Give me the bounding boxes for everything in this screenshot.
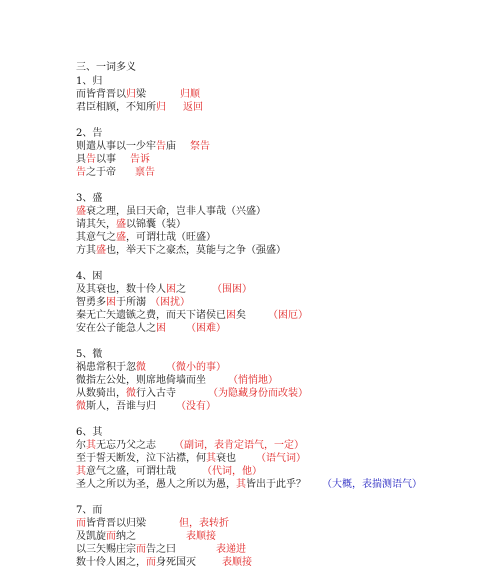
gloss: （微小的事） — [166, 362, 226, 373]
example-line: 其意气之盛，可谓壮哉 — [76, 466, 176, 477]
example-line: 则遣从事以一少牢告庙 — [76, 141, 176, 152]
example-line: 圣人之所以为圣，愚人之所以为愚，其皆出于此乎？ （大概，表揣测语气） — [76, 479, 422, 490]
example-line: 君臣相顾，不知所归 — [76, 102, 166, 113]
gloss: （没有） — [176, 401, 216, 412]
example-line: 方其盛也，举天下之豪杰，莫能与之争（强盛） — [76, 245, 286, 256]
gloss: 归顺 — [180, 89, 200, 100]
entry-header: 6、其 — [76, 427, 103, 438]
example-line: 至于誓天断发，泣下沾襟，何其衰也 — [76, 453, 236, 464]
example-line: 从数骑出，微行入古寺 — [76, 388, 176, 399]
example-line: 而皆背晋以归梁 — [76, 89, 146, 100]
gloss: （语气词） — [256, 453, 306, 464]
example-line: 及凯旋而纳之 — [76, 531, 136, 542]
gloss: 但，表转折 — [179, 518, 229, 529]
example-line: 其意气之盛，可谓壮哉（旺盛） — [76, 232, 216, 243]
gloss: （围困） — [212, 284, 252, 295]
example-line: 盛衰之理，虽曰天命，岂非人事哉（兴盛） — [76, 206, 266, 217]
gloss: （副词，表肯定语气，一定） — [174, 440, 304, 451]
example-line: 微指左公处，则席地倚墙而坐 — [76, 375, 206, 386]
gloss: 表顺接 — [186, 531, 216, 542]
entry-header: 4、困 — [76, 271, 103, 282]
gloss: 表顺接 — [222, 557, 252, 568]
example-line: 告之于帝 — [76, 167, 116, 178]
example-line: 以三矢赐庄宗而告之曰 — [76, 544, 176, 555]
example-line: 智勇多困于所溺 — [76, 297, 146, 308]
example-line: 秦无亡矢遗镞之费，而天下诸侯已困矣 — [76, 310, 246, 321]
gloss: 禀告 — [135, 167, 155, 178]
gloss: （困扰） — [150, 297, 190, 308]
example-line: 祸患常积于忽微 — [76, 362, 146, 373]
example-line: 具告以事 — [76, 154, 116, 165]
example-line: 及其衰也，数十伶人困之 — [76, 284, 186, 295]
example-line: 微斯人，吾谁与归 — [76, 401, 156, 412]
gloss: （为隐藏身份而改装） — [208, 388, 308, 399]
gloss: 祭告 — [190, 141, 210, 152]
entry-header: 3、盛 — [76, 193, 103, 204]
gloss: （悄悄地） — [228, 375, 278, 386]
example-line: 请其矢，盛以锦囊（装） — [76, 219, 186, 230]
entry-header: 7、而 — [76, 505, 103, 516]
entry-header: 1、归 — [76, 76, 103, 87]
example-line: 安在公子能急人之困 — [76, 323, 166, 334]
section-title: 三、一词多义 — [76, 62, 136, 73]
example-line: 尔其无忘乃父之志 — [76, 440, 156, 451]
entry-header: 2、告 — [76, 128, 103, 139]
gloss: 表递进 — [216, 544, 246, 555]
example-line: 而皆背晋以归梁 — [76, 518, 146, 529]
gloss: 告诉 — [130, 154, 150, 165]
gloss: （困厄） — [268, 310, 308, 321]
example-line: 数十伶人困之，而身死国灭 — [76, 557, 196, 568]
entry-header: 5、微 — [76, 349, 103, 360]
gloss: 返回 — [183, 102, 203, 113]
gloss: （代词，他） — [202, 466, 262, 477]
gloss: （困难） — [186, 323, 226, 334]
